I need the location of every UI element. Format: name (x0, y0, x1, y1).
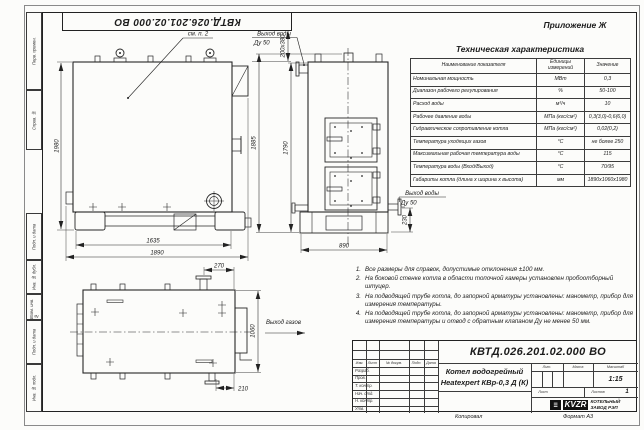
dim-front-width-inner-label: 1635 (146, 238, 160, 245)
notes-list (352, 266, 635, 327)
tech-row (411, 136, 631, 149)
tech-cell: МПа (кгс/см²) (537, 111, 585, 124)
callout-water-outlet-top-line2: Ду 50 (254, 40, 270, 47)
format-label: Формат А3 (563, 414, 594, 420)
callout-water-outlet-side-line2: Ду 50 (401, 200, 417, 207)
title-block-divider (438, 391, 531, 392)
company-name-line2: ЗАВОД РЭП (590, 404, 618, 410)
tech-cell: Максимальная рабочая температура воды (411, 149, 537, 162)
row-utv: Утв. (355, 406, 365, 411)
tech-cell: °С (537, 149, 585, 162)
copied-label: Копировал (455, 414, 483, 420)
tech-row (411, 174, 631, 187)
appendix-label: Приложение Ж (543, 20, 607, 30)
label-mass: Масса (572, 365, 584, 369)
tech-cell: 0,3(3,0)-0,6(6,0) (585, 111, 631, 124)
row-n-kontr: Н. контр. (355, 398, 374, 404)
tech-cell: не более 250 (585, 136, 631, 149)
tech-table (410, 58, 631, 187)
label-sheet: Лист (538, 390, 548, 394)
frame-cell-inv-dubl: Инв. № дубл. (26, 260, 42, 294)
tech-cell: Номинальная мощность (411, 74, 537, 87)
note-text: На подводящей трубе котла, до запорной арматуры установлены: манометр, прибор для измерения температуры. (365, 292, 633, 308)
callout-see-note: см. п. 2 (187, 31, 209, 38)
callout-water-outlet-top-line1: Выход воды (257, 31, 291, 38)
row-prov: Пров. (355, 375, 366, 381)
frame-cell-perv-primen: Перв. примен. (26, 12, 42, 90)
tech-cell: МВт (537, 74, 585, 87)
product-name-line1: Котел водогрейный (445, 366, 524, 376)
product-name (439, 363, 530, 391)
callout-gas-outlet: Выход газов (266, 320, 301, 326)
dim-side-height-full-label: 1885 (251, 136, 258, 150)
frame-cell-podp-data-1: Подп. и дата (26, 213, 42, 260)
title-block-line (424, 341, 425, 413)
tech-cell: Рабочее давление воды (411, 111, 537, 124)
logo-text: KVZR (564, 399, 587, 409)
title-block-line (409, 341, 410, 413)
tech-cell: Температура уходящих газов (411, 136, 537, 149)
tech-cell: 50-100 (585, 86, 631, 99)
row-razrab: Разраб. (355, 367, 370, 373)
tech-header-value: Значение (585, 59, 631, 74)
col-podp: Подп. (411, 361, 422, 365)
tech-cell: 1890х1060х1980 (585, 174, 631, 187)
scale-value: 1:15 (608, 375, 623, 383)
note-number: 2. (355, 275, 361, 283)
dim-window-label: 200х380 (280, 34, 287, 58)
note-number: 4. (355, 309, 361, 317)
tech-cell: Диапазон рабочего регулирования (411, 86, 537, 99)
note-item (352, 293, 635, 309)
doc-number-flipped-box (62, 12, 292, 31)
col-dokum: № докум. (385, 361, 403, 365)
title-block-line (584, 387, 585, 397)
tech-cell: °С (537, 136, 585, 149)
title-block (352, 340, 637, 412)
callout-water-outlet-side-line1: Выход воды (405, 191, 439, 197)
title-block-line (552, 371, 553, 387)
tech-header-name: Наименование показателя (411, 59, 537, 74)
tech-row (411, 86, 631, 99)
logo-mark-icon: ≡ (550, 400, 561, 410)
tech-cell: 0,02(0,2) (585, 124, 631, 137)
note-text: Все размеры для справок, допустимые отклонения ±100 мм. (365, 266, 545, 273)
frame-cell-podp-data-2: Подп. и дата (26, 320, 42, 364)
tech-row (411, 111, 631, 124)
col-list: Лист (367, 361, 378, 365)
title-block-line (379, 341, 380, 413)
col-izm: Изм. (355, 361, 364, 365)
title-block-doc-number: КВТД.026.201.02.000 ВО (469, 346, 607, 358)
tech-cell: МПа (кгс/см²) (537, 124, 585, 137)
tech-cell: 0,3 (585, 74, 631, 87)
dim-plan-offset-top-label: 270 (213, 263, 225, 270)
tech-row (411, 99, 631, 112)
label-scale: Масштаб (606, 365, 625, 369)
note-item (352, 275, 635, 291)
tech-table-title: Техническая характеристика (455, 44, 585, 54)
dim-front-height-label: 1980 (54, 139, 61, 153)
tech-cell: Расход воды (411, 99, 537, 112)
tech-cell: °С (537, 162, 585, 175)
dim-side-height-body-label: 1790 (283, 141, 290, 155)
frame-cell-sprav-no: Справ. № (26, 90, 42, 150)
note-text: На боковой стенке котла в области топочной камеры установлен пробоотборный штуцер. (365, 275, 614, 291)
tech-row (411, 124, 631, 137)
sheets-value: 1 (625, 389, 629, 395)
company-name-line1: КОТЕЛЬНЫЙ (590, 399, 621, 405)
frame-cell-vzam-inv: Взам. инв. № (26, 294, 42, 320)
dim-front-width-label: 1890 (150, 250, 164, 257)
note-text: На подводящей трубе котла, до запорной арматуры установлены: манометр, прибор для измерения температуры и отвод с обратным клапаном Ду не менее 50 мм. (365, 309, 633, 326)
label-lit: Лит. (542, 365, 552, 369)
frame-cell-inv-podl: Инв. № подл. (26, 364, 42, 412)
note-item (352, 310, 635, 326)
tech-header-units: Единицы измерений (537, 59, 585, 74)
dim-plan-offset-bottom-label: 210 (238, 386, 249, 393)
frame-left-column (26, 12, 42, 412)
note-number: 1. (355, 266, 361, 273)
tech-row (411, 74, 631, 87)
row-t-kontr: Т. контр. (355, 382, 373, 388)
company-logo (534, 398, 636, 411)
tech-cell: Гидравлическое сопротивление котла (411, 124, 537, 137)
row-nach-otd: Нач. отд. (355, 390, 374, 396)
tech-cell: Габариты котла (длина х ширина х высота) (411, 174, 537, 187)
note-item (352, 266, 635, 274)
note-number: 3. (355, 292, 361, 300)
dim-outlet-height-label: 230 (402, 214, 409, 226)
tech-cell: мм (537, 174, 585, 187)
tech-row (411, 162, 631, 175)
col-data: Дата (426, 361, 436, 365)
tech-cell: 10 (585, 99, 631, 112)
tech-cell: Температура воды (Вход/Выход) (411, 162, 537, 175)
title-block-line (542, 371, 543, 387)
tech-header-row (411, 59, 631, 74)
dim-side-depth-label: 890 (338, 243, 350, 250)
label-sheets: Листов (591, 390, 605, 394)
tech-cell: м³/ч (537, 99, 585, 112)
product-name-line2: Heatexpert КВр-0,3 Д (К) (440, 378, 529, 387)
tech-row (411, 149, 631, 162)
doc-number-flipped: КВТД.026.201.02.000 ВО (113, 15, 241, 27)
dim-plan-width-label: 1060 (250, 324, 257, 338)
tech-cell: 115 (585, 149, 631, 162)
tech-cell: % (537, 86, 585, 99)
tech-cell: 70/95 (585, 162, 631, 175)
